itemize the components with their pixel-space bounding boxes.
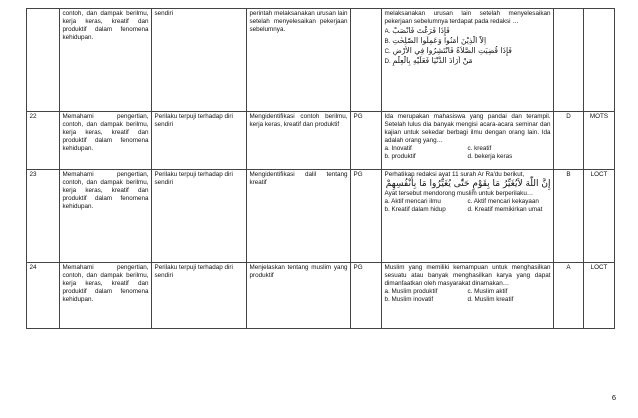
cell-indicator: Mengidentifikasi dalil tentang kreatif	[247, 170, 351, 263]
page-number: 6	[611, 393, 616, 402]
cell-no	[27, 9, 60, 112]
option-label: C.	[384, 47, 391, 55]
option-row	[385, 153, 551, 161]
cell-question	[382, 263, 554, 329]
option-arabic: مَنْ أَرَادَ الدُّنْيَا فَعَلَيْهِ بِالْعِلْمِ	[392, 55, 473, 65]
option-row	[385, 288, 551, 296]
option-b: b. Muslim inovatif	[384, 295, 434, 303]
cell-material: Perilaku terpuji terhadap diri sendiri	[152, 170, 247, 263]
option-b	[385, 36, 551, 46]
cell-question	[382, 170, 554, 263]
cell-category: LOCT	[584, 170, 615, 263]
option-c: c. kreatif	[467, 144, 492, 152]
option-d	[385, 56, 551, 66]
cell-material: sendiri	[152, 9, 247, 112]
table-row	[27, 112, 615, 170]
cell-category	[584, 9, 615, 112]
option-label: B.	[384, 37, 391, 45]
cell-level: PG	[351, 170, 382, 263]
question-grid-table	[26, 8, 615, 329]
cell-no: 22	[27, 112, 60, 170]
cell-category: MOTS	[584, 112, 615, 170]
question-text: melaksanakan urusan lain setelah menyelesaikan pekerjaan sebelumnya terdapat pada redaksi …	[384, 9, 551, 25]
option-row	[385, 296, 551, 304]
option-label: A.	[384, 27, 391, 35]
option-c	[385, 46, 551, 56]
option-row	[385, 206, 551, 214]
cell-question	[382, 9, 554, 112]
cell-competency: Memahami pengertian, contoh, dan dampak berilmu, kerja keras, kreatif dan produktif dalam fenomena kehidupan.	[60, 112, 152, 170]
option-a: a. Inovatif	[384, 144, 412, 152]
cell-key: A	[554, 263, 584, 329]
cell-material: Perilaku terpuji terhadap diri sendiri	[152, 263, 247, 329]
cell-level: PG	[351, 112, 382, 170]
quran-verse: إِنَّ اللّٰهَ لاَيُغَيِّرُ مَا بِقَوْمٍ حَتّٰى يُغَيِّرُوا مَا بِأَنْفُسِهِمْ	[385, 178, 551, 189]
option-label: D.	[384, 57, 391, 65]
option-row	[385, 145, 551, 153]
cell-key	[554, 9, 584, 112]
option-d: d. Kreatif memikirkan umat	[467, 206, 543, 214]
cell-key: B	[554, 170, 584, 263]
option-a: a. Muslim produktif	[384, 287, 438, 295]
question-text-continued: Ayat tersebut mendorong muslim untuk berperilaku…	[384, 190, 534, 198]
cell-key: D	[554, 112, 584, 170]
cell-level: PG	[351, 263, 382, 329]
cell-indicator: Menjelaskan tentang muslim yang produktif	[247, 263, 351, 329]
option-arabic: فَإِذَا قُضِيَتِ الصَّلاَةُ فَانْتَشِرُوا فِي الأَرْضِ	[392, 45, 512, 55]
cell-no: 23	[27, 170, 60, 263]
option-arabic: فَإِذَا فَرَغْتَ فَانْصَبْ	[392, 25, 450, 35]
cell-competency: contoh, dan dampak berilmu, kerja keras, kreatif dan produktif dalam fenomena kehidupan.	[60, 9, 152, 112]
option-c: c. Muslim aktif	[467, 287, 508, 295]
question-text: Perhatikan redaksi ayat 11 surah Ar Ra'du berikut,	[384, 170, 525, 178]
table-row	[27, 9, 615, 112]
option-b: b. Kreatif dalam hidup	[384, 206, 446, 214]
option-d: d. Muslim kreatif	[467, 295, 514, 303]
cell-competency: Memahami pengertian, contoh, dan dampak berilmu, kerja keras, kreatif dan produktif dalam fenomena kehidupan.	[60, 170, 152, 263]
option-a: a. Aktif mencari ilmu	[384, 198, 441, 206]
option-d: d. bekerja keras	[467, 152, 513, 160]
table-row	[27, 263, 615, 329]
option-a	[385, 26, 551, 36]
question-text: Muslim yang memiliki kemampuan untuk menghasilkan sesuatu atau banyak menghasilkan karya yang dapat dimanfaatkan oleh masyarakat dinamakan…	[384, 263, 551, 287]
cell-level	[351, 9, 382, 112]
cell-question	[382, 112, 554, 170]
option-b: b. produktif	[384, 152, 416, 160]
option-c: c. Aktif mencari kekayaan	[467, 198, 539, 206]
cell-category: LOCT	[584, 263, 615, 329]
cell-indicator: Mengidentifikasi contoh berilmu, kerja keras, kreatif dan produktif	[247, 112, 351, 170]
question-text: Ida merupakan mahasiswa yang pandai dan terampil. Setelah lulus dia banyak mengisi acara-acara seminar dan kajian untuk sekedar berbagi ilmu dengan orang lain. Ida adalah orang yang…	[384, 112, 551, 144]
cell-competency: Memahami pengertian, contoh, dan dampak berilmu, kerja keras, kreatif dan produktif dalam fenomena kehidupan.	[60, 263, 152, 329]
cell-indicator: perintah melaksanakan urusan lain setelah menyelesaikan pekerjaan sebelumnya.	[247, 9, 351, 112]
cell-no: 24	[27, 263, 60, 329]
table-row	[27, 170, 615, 263]
option-row	[385, 198, 551, 206]
option-arabic: اِلاَّ الَّذِيْنَ اٰمَنُوا وَعَمِلُوا الصّٰلِحٰتِ	[392, 35, 487, 45]
cell-material: Perilaku terpuji terhadap diri sendiri	[152, 112, 247, 170]
